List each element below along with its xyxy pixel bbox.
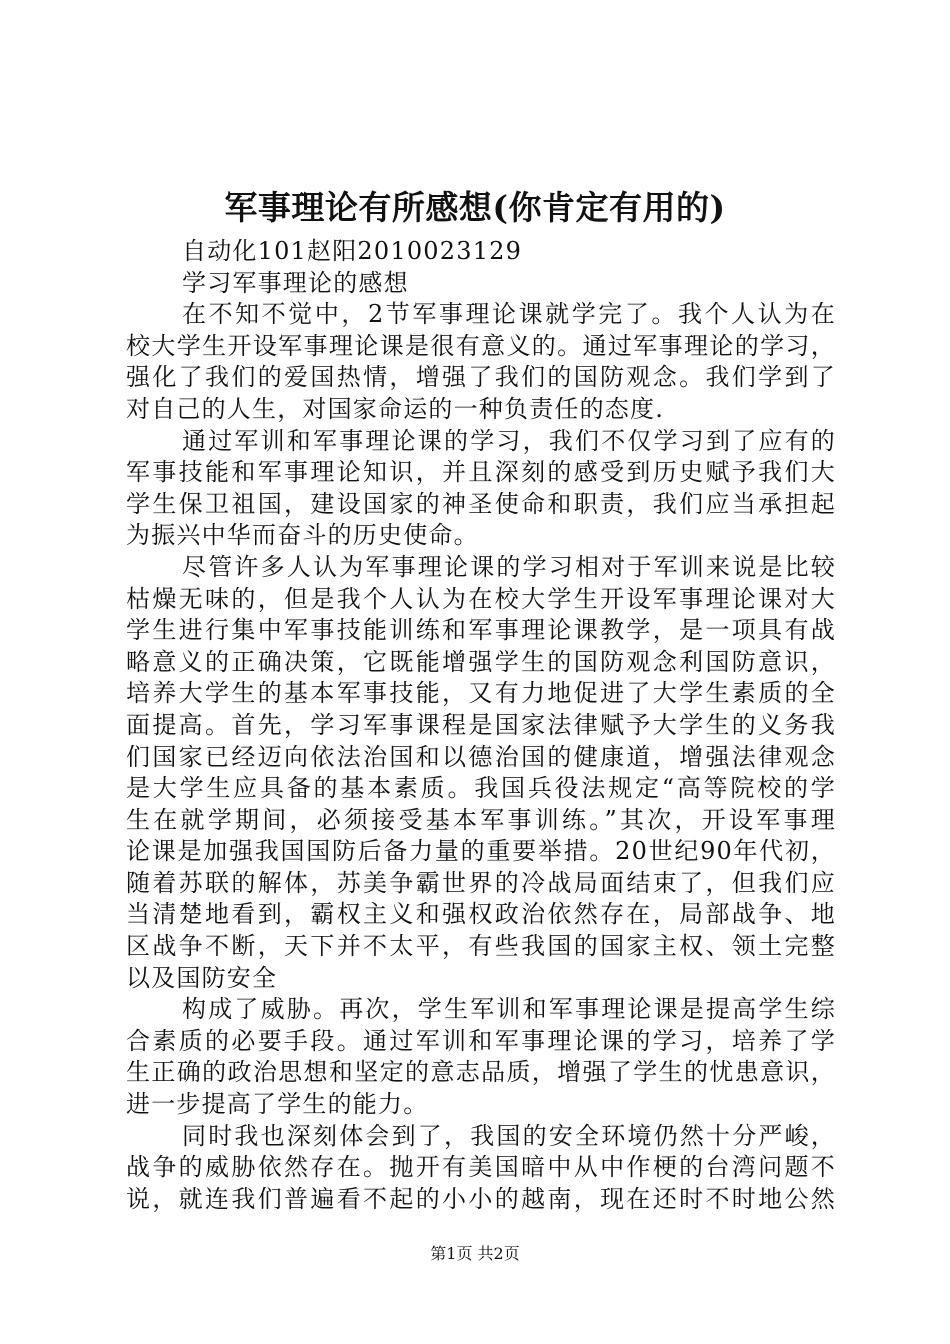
paragraph-line: 在不知不觉中，2节军事理论课就学完了。我个人认为在 — [182, 300, 836, 329]
paragraph-line: 强化了我们的爱国热情，增强了我们的国防观念。我们学到了 — [126, 363, 836, 392]
paragraph-line: 面提高。首先，学习军事课程是国家法律赋予大学生的义务我 — [126, 710, 836, 739]
paragraph-line: 构成了威胁。再次，学生军训和军事理论课是提高学生综 — [182, 995, 836, 1024]
paragraph-line: 合素质的必要手段。通过军训和军事理论课的学习，培养了学 — [126, 1026, 836, 1055]
document-body — [126, 236, 836, 1215]
paragraph-line: 略意义的正确决策，它既能增强学生的国防观念利国防意识， — [126, 647, 836, 676]
paragraph-line: 培养大学生的基本军事技能，又有力地促进了大学生素质的全 — [126, 679, 836, 708]
paragraph — [126, 1121, 836, 1216]
paragraph — [126, 994, 836, 1120]
paragraph-line: 通过军训和军事理论课的学习，我们不仅学习到了应有的 — [182, 426, 836, 455]
paragraph-line: 学生进行集中军事技能训练和军事理论课教学，是一项具有战 — [126, 616, 836, 645]
paragraph-line: 为振兴中华而奋斗的历史使命。 — [126, 521, 479, 550]
paragraph — [126, 299, 836, 425]
paragraph-line: 战争的威胁依然存在。抛开有美国暗中从中作梗的台湾问题不 — [126, 1153, 836, 1182]
paragraph-line: 枯燥无味的，但是我个人认为在校大学生开设军事理论课对大 — [126, 584, 836, 613]
paragraph-line: 对自己的人生，对国家命运的一种负责任的态度. — [126, 394, 665, 423]
author-line: 自动化101赵阳2010023129 — [182, 237, 523, 265]
paragraph-line: 同时我也深刻体会到了，我国的安全环境仍然十分严峻， — [182, 1121, 836, 1150]
paragraph-line: 生正确的政治思想和坚定的意志品质，增强了学生的忧患意识， — [126, 1058, 836, 1087]
paragraph-line: 们国家已经迈向依法治国和以德治国的健康道，增强法律观念 — [126, 742, 836, 771]
paragraph-line: 区战争不断，天下并不太平，有些我国的国家主权、领土完整 — [126, 932, 836, 961]
essay-subtitle: 学习军事理论的感想 — [182, 268, 409, 297]
paragraph-line: 军事技能和军事理论知识，并且深刻的感受到历史赋予我们大 — [126, 458, 836, 487]
document-title: 军事理论有所感想(你肯定有用的) — [224, 188, 726, 227]
page-footer: 第1页 共2页 — [430, 1244, 520, 1263]
paragraph-line: 尽管许多人认为军事理论课的学习相对于军训来说是比较 — [182, 552, 836, 581]
paragraph-line: 是大学生应具备的基本素质。我国兵役法规定“高等院校的学 — [126, 774, 836, 803]
paragraph-line: 当清楚地看到，霸权主义和强权政治依然存在，局部战争、地 — [126, 900, 836, 929]
paragraph-line: 学生保卫祖国，建设国家的神圣使命和职责，我们应当承担起 — [126, 489, 836, 518]
paragraph — [126, 426, 836, 552]
paragraph — [126, 552, 836, 994]
paragraph-line: 以及国防安全 — [126, 963, 278, 992]
paragraph-line: 生在就学期间，必须接受基本军事训练。”其次，开设军事理 — [126, 805, 836, 834]
paragraph-line: 随着苏联的解体，苏美争霸世界的冷战局面结束了，但我们应 — [126, 868, 836, 897]
paragraph-container — [126, 299, 836, 1215]
paragraph-line: 校大学生开设军事理论课是很有意义的。通过军事理论的学习， — [126, 331, 836, 360]
paragraph-line: 论课是加强我国国防后备力量的重要举措。20世纪90年代初， — [126, 837, 836, 866]
paragraph-line: 进一步提高了学生的能力。 — [126, 1090, 429, 1119]
paragraph-line: 说，就连我们普遍看不起的小小的越南，现在还时不时地公然 — [126, 1184, 836, 1213]
